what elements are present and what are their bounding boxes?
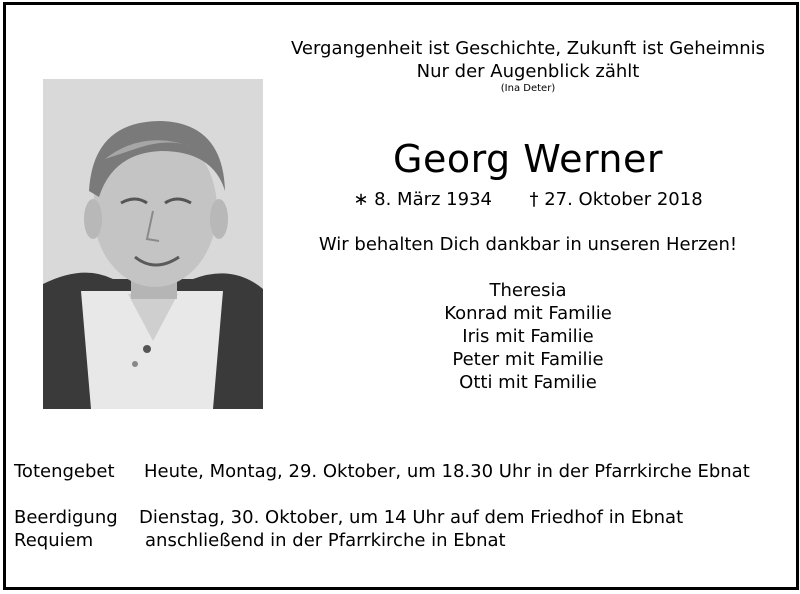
mourner: Otti mit Familie — [459, 372, 597, 393]
portrait-illustration — [43, 79, 263, 409]
portrait-photo — [43, 79, 263, 409]
birth-date: 8. März 1934 — [374, 189, 492, 210]
deceased-name: Georg Werner — [393, 137, 663, 181]
birth-star-icon: ∗ — [353, 189, 369, 210]
obituary-notice — [3, 2, 799, 590]
event-text: Dienstag, 30. Oktober, um 14 Uhr auf dem Friedhof in Ebnat — [139, 507, 684, 528]
event-label: Beerdigung — [14, 507, 118, 528]
quote — [270, 37, 786, 83]
event-text: anschließend in der Pfarrkirche in Ebnat — [145, 530, 506, 551]
mourner: Iris mit Familie — [462, 326, 594, 347]
event-label: Totengebet — [14, 461, 115, 482]
event-text: Heute, Montag, 29. Oktober, um 18.30 Uhr in der Pfarrkirche Ebnat — [144, 461, 750, 482]
event-label: Requiem — [14, 530, 94, 551]
death-cross-icon: † — [529, 189, 539, 210]
quote-line-2: Nur der Augenblick zählt — [416, 61, 640, 82]
death-date: 27. Oktober 2018 — [544, 189, 703, 210]
quote-author: (Ina Deter) — [500, 83, 556, 94]
mourners-list — [270, 279, 786, 394]
mourner: Konrad mit Familie — [444, 303, 612, 324]
gratitude-line: Wir behalten Dich dankbar in unseren Herzen! — [318, 234, 738, 255]
quote-line-1: Vergangenheit ist Geschichte, Zukunft ist Geheimnis — [290, 38, 766, 59]
life-dates — [270, 189, 786, 210]
mourner: Theresia — [489, 280, 567, 301]
mourner: Peter mit Familie — [452, 349, 604, 370]
